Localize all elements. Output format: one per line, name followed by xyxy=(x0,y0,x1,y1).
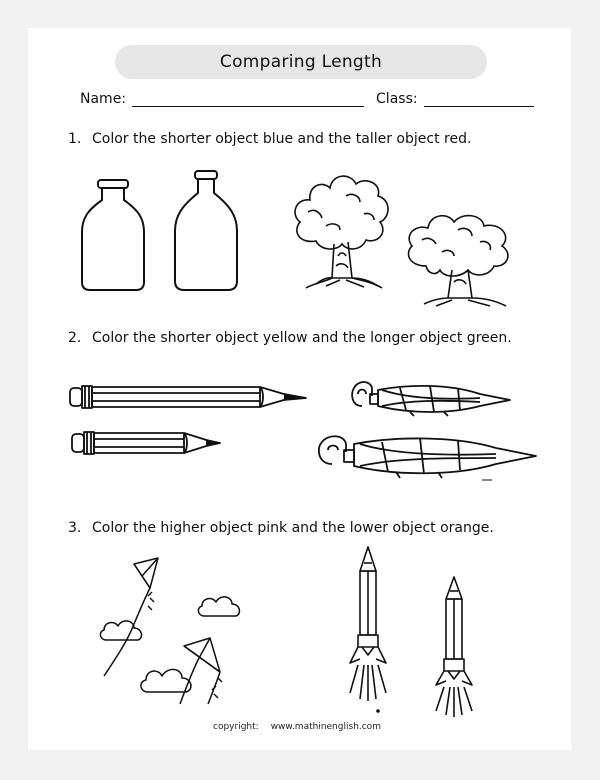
class-blank-line xyxy=(424,92,534,107)
copyright-site: www.mathinenglish.com xyxy=(270,722,381,732)
long-umbrella-drawing xyxy=(316,428,546,483)
tall-bottle-drawing xyxy=(171,169,241,294)
question-2-text: Color the shorter object yellow and the longer object green. xyxy=(92,330,512,346)
worksheet-title: Comparing Length xyxy=(219,52,383,72)
question-3 xyxy=(68,520,494,536)
short-tree-drawing xyxy=(402,208,522,308)
tall-tree-drawing xyxy=(286,166,396,296)
question-3-text: Color the higher object pink and the lower object orange. xyxy=(92,520,494,536)
question-1 xyxy=(68,131,471,147)
short-pencil-drawing xyxy=(70,428,230,460)
name-blank-line xyxy=(132,92,364,107)
copyright-footer xyxy=(213,722,381,732)
kites-and-clouds-drawing xyxy=(92,548,262,708)
lower-kite xyxy=(184,638,220,672)
name-class-row xyxy=(80,91,534,107)
question-3-number: 3. xyxy=(68,520,82,536)
short-bottle-drawing xyxy=(78,178,148,293)
question-2 xyxy=(68,330,512,346)
class-label: Class: xyxy=(376,91,418,107)
name-label: Name: xyxy=(80,91,127,107)
higher-rocket-drawing xyxy=(344,543,408,713)
short-umbrella-drawing xyxy=(350,376,520,418)
worksheet-title-banner xyxy=(115,45,487,79)
question-1-text: Color the shorter object blue and the taller object red. xyxy=(92,131,472,147)
question-1-number: 1. xyxy=(68,131,82,147)
long-pencil-drawing xyxy=(68,382,308,414)
lower-rocket-drawing xyxy=(428,573,488,718)
worksheet-page xyxy=(28,28,571,750)
copyright-label: copyright: xyxy=(213,722,259,732)
question-2-number: 2. xyxy=(68,330,82,346)
